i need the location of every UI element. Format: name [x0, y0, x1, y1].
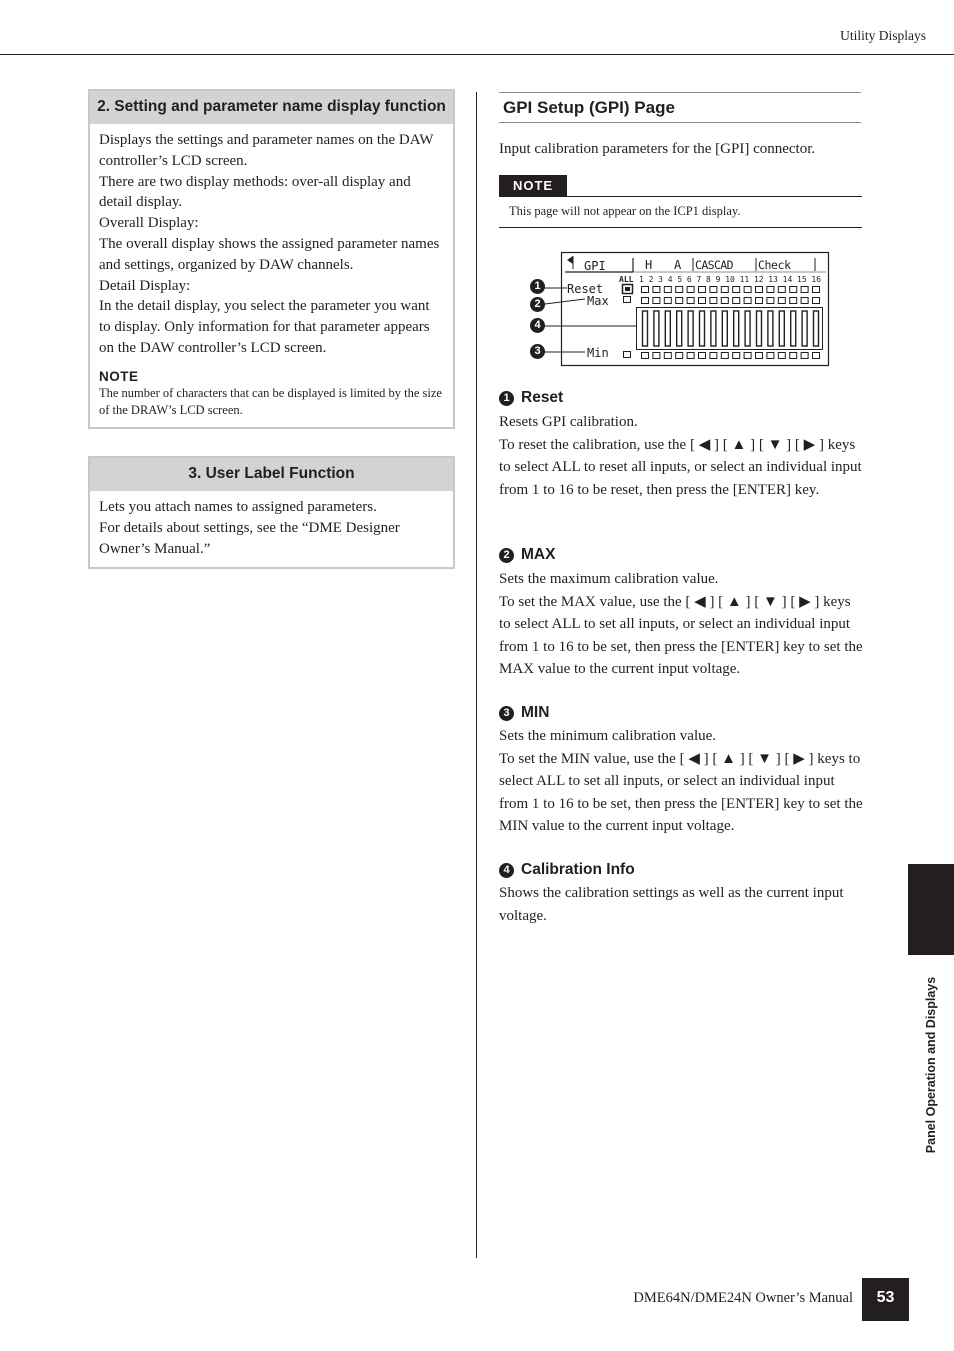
lcd-reset-label: Reset [567, 282, 604, 296]
note-text: The number of characters that can be displayed is limited by the size of the DRAW’s LCD screen. [99, 385, 442, 417]
paragraph: Displays the settings and parameter names on the DAW controller’s LCD screen. [99, 132, 434, 169]
section-min-body [499, 725, 863, 838]
side-tab-label: Panel Operation and Displays [924, 976, 938, 1154]
section-reset-body [499, 411, 863, 501]
box-user-label-function [88, 456, 455, 569]
divider [499, 196, 567, 197]
lcd-tab-cascad: CASCAD [695, 258, 733, 272]
paragraph: Overall Display: [99, 215, 199, 232]
section-reset-heading [499, 389, 563, 407]
lcd-illustration [527, 250, 831, 370]
callout-number: 3 [499, 706, 514, 721]
section-title: Reset [521, 389, 564, 406]
side-tab [908, 864, 954, 955]
footer-manual-name: DME64N/DME24N Owner’s Manual [633, 1290, 853, 1306]
section-title-bar [499, 92, 861, 123]
paragraph: For details about settings, see the “DME Designer Owner’s Manual.” [99, 519, 400, 557]
note-heading: NOTE [99, 368, 139, 384]
callout-1: 1 [530, 279, 545, 294]
section-calibration-info-heading [499, 861, 635, 879]
page-number: 53 [862, 1278, 909, 1321]
section-title: MAX [521, 546, 556, 563]
paragraph: Shows the calibration settings as well as the current input voltage. [499, 885, 844, 924]
callout-number: 4 [499, 863, 514, 878]
paragraph: Sets the maximum calibration value. [499, 571, 719, 587]
section-max-body [499, 568, 863, 681]
paragraph: Resets GPI calibration. [499, 414, 638, 430]
divider [499, 227, 862, 228]
paragraph: Lets you attach names to assigned parameters. [99, 499, 377, 515]
paragraph: Detail Display: [99, 277, 191, 294]
page-title: GPI Setup (GPI) Page [503, 98, 675, 117]
lcd-tab-gpi: GPI [584, 259, 606, 273]
note-tag: NOTE [499, 175, 567, 196]
intro-text: Input calibration parameters for the [GPI] connector. [499, 141, 816, 157]
paragraph: There are two display methods: over-all display and detail display. [99, 173, 411, 211]
lcd-tab-h: H [645, 258, 653, 272]
section-max-heading [499, 546, 555, 564]
box-setting-parameter-display [88, 89, 455, 429]
box-title: 2. Setting and parameter name display function [90, 91, 453, 124]
box-title: 3. User Label Function [90, 458, 453, 491]
lcd-svg [527, 250, 831, 370]
section-title: Calibration Info [521, 861, 635, 878]
lcd-all-label: ALL [619, 275, 634, 284]
lcd-channel-numbers: 1 2 3 4 5 6 7 8 9 10 11 12 13 14 15 16 [639, 275, 822, 284]
section-min-heading [499, 704, 549, 722]
paragraph: To set the MIN value, use the [ ◀ ] [ ▲ ] [ ▼ ] [ ▶ ] keys to select ALL to set all inputs, or select an individual input from 1 to 16 to be set, then press the [ENTER] key to set the MIN value to the current input voltage. [499, 750, 863, 835]
box-body [90, 491, 453, 567]
callout-3: 3 [530, 344, 545, 359]
lcd-tab-check: Check [758, 258, 791, 272]
paragraph: The overall display shows the assigned parameter names and settings, organized by DAW channels. [99, 235, 440, 273]
box-body [90, 124, 453, 427]
section-title: MIN [521, 704, 550, 721]
header-rule [0, 54, 954, 55]
running-head: Utility Displays [840, 28, 926, 43]
note-text: This page will not appear on the ICP1 display. [509, 204, 741, 218]
callout-number: 1 [499, 391, 514, 406]
section-calibration-info-body [499, 882, 863, 927]
paragraph: Sets the minimum calibration value. [499, 728, 717, 744]
lcd-tab-a: A [674, 258, 682, 272]
paragraph: To reset the calibration, use the [ ◀ ] [ ▲ ] [ ▼ ] [ ▶ ] keys to select ALL to reset all inputs, or select an individual input from 1 to 16 to be reset, then press the [ENTER] key. [499, 436, 862, 498]
paragraph: In the detail display, you select the parameter you want to display. Only information for that parameter appears on the DAW controller’s LCD screen. [99, 298, 430, 356]
callout-number: 2 [499, 548, 514, 563]
column-divider [476, 92, 477, 1258]
divider [567, 196, 862, 197]
lcd-min-label: Min [587, 346, 609, 360]
paragraph: To set the MAX value, use the [ ◀ ] [ ▲ ] [ ▼ ] [ ▶ ] keys to select ALL to set all inputs, or select an individual input from 1 to 16 to be set, then press the [ENTER] key to set the MAX value to the current input voltage. [499, 593, 863, 678]
callout-2: 2 [530, 297, 545, 312]
callout-4: 4 [530, 318, 545, 333]
lcd-max-label: Max [587, 294, 609, 308]
